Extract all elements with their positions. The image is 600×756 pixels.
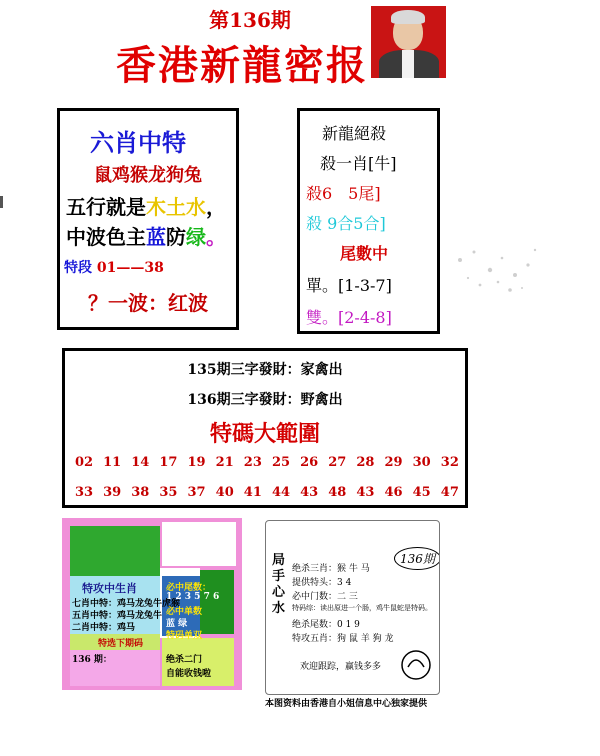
right-thumb-line: 特攻五肖：狗 鼠 羊 狗 龙 [292,634,394,644]
left-thumb-line: 特码单双 [166,631,203,641]
six-zodiac-box [57,108,239,330]
left-thumb-line: 1 2 3 5 7 6 [166,592,220,602]
number-cell: 26 [300,455,319,470]
number-row-2 [71,485,463,500]
number-cell: 32 [440,455,459,470]
right-thumb-issue-tag: 136期 [394,547,440,570]
left-thumb-title: 特攻中生肖 [82,582,137,595]
left-thumb-line: 必中单数 [166,607,203,617]
number-cell: 25 [271,455,291,470]
portrait-photo [371,6,446,78]
three-char-136: 136期三字發財：野禽出 [187,392,343,408]
wave-color-line: 中波色主蓝防绿。 [66,225,226,249]
left-thumbnail [62,518,242,690]
number-cell: 47 [440,485,459,500]
kill-box-line: 尾數中 [340,244,389,263]
number-cell: 43 [300,485,319,500]
seal-icon [396,643,436,683]
range-box [62,348,468,508]
left-thumb-line: 自能收钱啦 [166,669,212,679]
kill-box-line: 殺6 5尾] [306,184,381,203]
number-cell: 43 [356,485,375,500]
number-cell: 29 [384,455,403,470]
right-thumb-line: 特码综：读出原进一个肠，鸡牛鼠蛇是特码。 [292,604,432,612]
one-wave-line: ？一波：红波 [88,291,208,315]
wuxing-line: 五行就是木土水， [66,195,226,219]
number-cell: 38 [131,485,150,500]
number-cell: 30 [412,455,431,470]
number-cell: 28 [356,455,375,470]
number-row-1 [71,455,463,470]
kill-box-line: 殺 9合5合] [306,214,386,233]
number-cell: 21 [215,455,234,470]
right-thumbnail [265,520,440,695]
left-thumb-line: 特选下期码 [98,639,144,649]
right-thumb-vertical-title: 局手心水 [272,553,286,616]
edge-mark [0,196,3,208]
number-cell: 46 [384,485,403,500]
left-thumb-line: 七肖中特：鸡马龙兔牛虎猴 [72,599,181,609]
page-title: 香港新龍密报 [116,42,368,89]
right-thumb-line: 提供特头：3 4 [292,578,352,588]
six-zodiac-heading: 六肖中特 [90,128,186,157]
left-thumb-line: 蓝 绿 [166,619,188,629]
number-cell: 33 [74,485,94,500]
number-cell: 44 [271,485,291,500]
kill-box [297,108,440,334]
number-cell: 48 [328,485,347,500]
number-cell: 39 [103,485,122,500]
kill-box-line: 雙。[2-4-8] [306,308,392,327]
special-range-line: 特段 01——38 [64,260,164,276]
kill-box-line: 殺一肖[牛] [320,154,397,173]
right-thumb-line: 必中门数：二 三 [292,592,358,602]
number-cell: 40 [215,485,234,500]
number-cell: 45 [412,485,431,500]
number-cell: 35 [159,485,178,500]
number-cell: 27 [328,455,347,470]
scan-noise [440,230,550,310]
right-thumb-bottom: 欢迎跟踪，赢钱多多 [300,662,382,672]
left-thumb-line: 必中尾数： [166,583,212,593]
number-cell: 19 [187,455,206,470]
left-thumb-line: 136 期： [72,655,112,665]
right-thumb-line: 绝杀三肖：猴 牛 马 [292,564,370,574]
image-caption: 本图资料由香港自小姐信息中心独家提供 [265,699,428,709]
number-cell: 02 [74,455,94,470]
kill-box-line: 單。[1-3-7] [306,276,392,295]
number-cell: 14 [131,455,150,470]
number-cell: 17 [159,455,178,470]
issue-number: 第136期 [209,8,291,32]
range-heading: 特碼大範圍 [209,421,320,447]
three-char-135: 135期三字發財：家禽出 [187,362,343,378]
left-thumb-line: 五肖中特：鸡马龙兔牛 [72,611,163,621]
number-cell: 11 [103,455,122,470]
left-thumb-line: 绝杀二门 [166,655,203,665]
zodiac-list: 鼠鸡猴龙狗兔 [94,165,202,186]
left-thumb-line: 二肖中特：鸡马 [72,623,136,633]
right-thumb-line: 绝杀尾数：0 1 9 [292,620,360,630]
number-cell: 41 [243,485,262,500]
kill-box-line: 新龍絕殺 [322,124,387,143]
number-cell: 23 [243,455,262,470]
number-cell: 37 [187,485,206,500]
